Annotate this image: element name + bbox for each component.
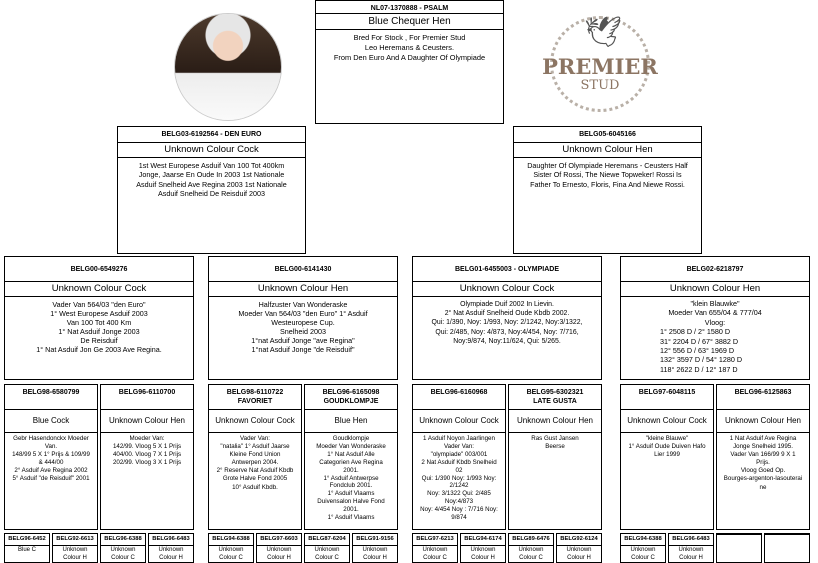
bird-nickname [101,397,193,406]
ring-number: BELG00-6141430 [274,266,332,273]
gen5-card-1 [4,533,50,563]
bird-nickname [5,397,97,406]
pedigree-subject-card [315,0,504,124]
bird-colour: Unknown Colour Cock [215,416,295,425]
bird-colour: Blue Cock [32,416,70,425]
granddam-sire-side-card [208,256,398,380]
ring-number: BELG98-6110722 [226,389,284,396]
ring-number: BELG97-6048115 [638,389,696,396]
owner-photo [175,14,281,120]
gen5-card-6 [256,533,302,563]
gen5-card-8 [352,533,398,563]
bird-colour: Unknown Colour H [678,547,704,561]
gen4-card-3 [208,384,302,530]
bird-colour: Unknown Colour C [314,547,340,561]
gen4-card-2 [100,384,194,530]
gen5-card-12 [556,533,602,563]
gen4-card-5 [412,384,506,530]
bird-nickname [621,397,713,406]
ring-number: BELG92-6124 [560,536,598,542]
ring-number: BELG89-6476 [512,536,550,542]
bird-colour: Blue C [17,547,36,553]
bird-nickname: GOUDKLOMPJE [323,398,379,405]
bird-colour [717,535,761,536]
bird-description: Gebr Hasendonckx Moeder Van. 148/99 5 X 1° Prijs & 109/99 & 444/00 2° Asduif Ave Regina 2002 5° Asduif "de Reisduif" 2001 [12,435,90,483]
gen5-card-10 [460,533,506,563]
pigeon-icon: 🕊 [584,16,623,49]
bird-colour: Unknown Colour C [110,547,136,561]
bird-colour: Unknown Colour H [470,547,496,561]
bird-colour: Unknown Colour H [62,547,88,561]
bird-description: 1 Nat Asduif Ave Regina Jonge Snelheid 1995. Vader Van 166/99 9 X 1 Prijs. Vloog Goed Op. Bourges-argenton-lasouterai ne [723,435,803,491]
bird-colour: Blue Chequer Hen [368,16,451,27]
bird-colour: Unknown Colour Cock [419,416,499,425]
bird-description: 1 Asduif Noyon Jaarlingen Vader Van: "olympiade" 003/001 2 Nat Asduif Kbdb Snelheid 02 Qui: 1/390 Noy: 1/993 Noy: 2/1242 Noy: 3/1322 Qui: 2/485 Noy:4/873 Noy: 4/454 Noy : 7/716 Noy: 9/874 [420,435,498,522]
bird-colour: Unknown Colour C [518,547,544,561]
ring-number: BELG94-6388 [624,536,662,542]
bird-colour: Unknown Colour H [158,547,184,561]
bird-description: Vader Van 564/03 "den Euro" 1° West Europese Asduif 2003 Van 100 Tot 400 Km 1° Nat Asduif Jonge 2003 De Reisduif 1° Nat Asduif Jon Ge 2003 Ave Regina. [36,300,162,354]
ring-number: BELG98-6580799 [22,389,80,396]
bird-description: "klein Blauwke" Moeder Van 655/04 & 777/04 Vloog: 1° 2508 D / 2° 1580 D 31° 2204 D / 67° 3882 D 12° 556 D / 63° 1969 D 132° 3597 D / 54° 1280 D 118° 2622 D / 12° 187 D [660,299,762,374]
bird-description: Halfzuster Van Wonderaske Moeder Van 564/03 "den Euro" 1° Asduif Westeuropese Cup. Snelheid 2003 1°nat Asduif Jonge "ave Regina" 1°nat Asduif Jonge "de Reisduif" [238,300,368,354]
ring-number: BELG94-6388 [212,536,250,542]
bird-colour: Unknown Colour Hen [724,416,802,425]
gen4-card-4 [304,384,398,530]
gen4-card-8 [716,384,810,530]
bird-description: Olympiade Duif 2002 In Lievin. 2° Nat Asduif Snelheid Oude Kbdb 2002. Qui: 1/390, Noy: 1/993, Noy: 2/1242, Noy:3/1322, Qui: 2/485, Noy: 4/873, Noy:4/454, Noy: 7/716, Noy:9/874, Noy:11/624, Qui: 5/265. [431,301,583,345]
ring-number: BELG05-6045166 [579,131,636,138]
ring-number: BELG96-6160968 [430,389,488,396]
bird-colour: Unknown Colour Cock [164,144,259,155]
gen5-card-13 [620,533,666,563]
bird-colour: Unknown Colour C [422,547,448,561]
bird-description: Bred For Stock , For Premier Stud Leo Heremans & Ceusters. From Den Euro And A Daughter Of Olympiade [333,33,486,62]
gen5-card-14 [668,533,714,563]
bird-colour: Unknown Colour Hen [108,416,186,425]
ring-number: BELG91-9156 [356,536,394,542]
ring-number: BELG92-6613 [56,536,94,542]
bird-colour: Unknown Colour Cock [51,283,147,294]
bird-colour: Unknown Colour Cock [459,283,555,294]
gen5-card-3 [100,533,146,563]
bird-description: Vader Van: "natalia" 1° Asduif Jaarse Kleine Fond Union Antwerpen 2004. 2° Reserve Nat Asduif Kbdb Grote Halve Fond 2005 10° Asduif Kbdb. [216,435,294,491]
ring-number: BELG02-6218797 [686,266,744,273]
ring-number: BELG97-6213 [416,536,454,542]
gen4-card-1 [4,384,98,530]
dam-card [513,126,702,254]
gen5-card-4 [148,533,194,563]
bird-colour: Unknown Colour Hen [257,283,349,294]
gen5-card-7 [304,533,350,563]
logo-text-premier: PREMIER [542,54,658,79]
bird-colour: Unknown Colour C [218,547,244,561]
bird-colour: Unknown Colour H [266,547,292,561]
gen4-card-6 [508,384,602,530]
ring-number: BELG96-6110700 [118,389,176,396]
bird-colour: Blue Hen [334,416,368,425]
bird-nickname: FAVORIET [237,398,273,405]
bird-colour: Unknown Colour H [362,547,388,561]
logo-text-stud: STUD [580,78,620,93]
bird-colour: Unknown Colour Hen [516,416,594,425]
bird-description: 1st West Europese Asduif Van 100 Tot 400km Jonge, Jaarse En Oude In 2003 1st Nationale Asduif Snelheid Ave Regina 2003 1st Nationale Asduif Snelheid De Reisduif 2003 [136,161,287,199]
ring-number: BELG87-6204 [308,536,346,542]
bird-description: Daughter Of Olympiade Heremans - Ceusters Half Sister Of Rossi, The Niewe Topweker! Rossi Is Father To Ernesto, Floris, Fina And Niewe Rossi. [527,161,688,189]
ring-number: BELG03-6192564 - DEN EURO [161,131,262,138]
ring-number: BELG96-6165098 [322,389,380,396]
sire-card [117,126,306,254]
ring-number: BELG01-6455003 - OLYMPIADE [454,266,559,273]
gen5-card-16 [764,533,810,563]
bird-colour: Unknown Colour Cock [627,416,707,425]
gen5-card-15 [716,533,762,563]
bird-colour: Unknown Colour Hen [669,283,761,294]
bird-colour: Unknown Colour Hen [562,144,653,155]
ring-number: NL07-1370888 - PSALM [370,5,449,12]
ring-number: BELG96-6125863 [734,389,792,396]
bird-description: "kleine Blauwe" 1° Asduif Oude Duiven Hafo Lier 1999 [628,435,706,459]
ring-number: BELG97-6603 [260,536,298,542]
ring-number: BELG95-6302321 [526,389,584,396]
ring-number: BELG00-6549276 [70,266,128,273]
bird-description: Moeder Van: 142/99. Vloog 5 X 1 Prijs 404/00. Vloog 7 X 1 Prijs 202/99. Vloog 3 X 1 Prijs [112,435,182,467]
bird-nickname [413,397,505,406]
bird-nickname: LATE GUSTA [533,398,577,405]
gen5-card-2 [52,533,98,563]
bird-colour: Unknown Colour C [630,547,656,561]
premier-stud-logo [538,12,662,114]
granddam-dam-side-card [620,256,810,380]
bird-colour [765,535,809,536]
gen5-card-5 [208,533,254,563]
ring-number: BELG94-6174 [464,536,502,542]
bird-nickname [717,397,809,406]
grandsire-dam-side-card [412,256,602,380]
bird-description: Ras Gust Jansen Beerse [531,435,579,451]
gen5-card-9 [412,533,458,563]
gen5-card-11 [508,533,554,563]
ring-number: BELG96-6483 [152,536,190,542]
bird-description: Goudklompje Moeder Van Wonderaske 1° Nat Asduif Alle Categorien Ave Regina 2001. 1° Asduif Antwerpse Fondclub 2001. 1° Asduif Vlaams Duivensalon Halve Fond 2001. 1° Asduif Vlaams [316,435,386,522]
ring-number: BELG96-6452 [8,536,46,542]
grandsire-sire-side-card [4,256,194,380]
bird-colour: Unknown Colour H [566,547,592,561]
ring-number: BELG96-6388 [104,536,142,542]
gen4-card-7 [620,384,714,530]
ring-number: BELG96-6483 [672,536,710,542]
